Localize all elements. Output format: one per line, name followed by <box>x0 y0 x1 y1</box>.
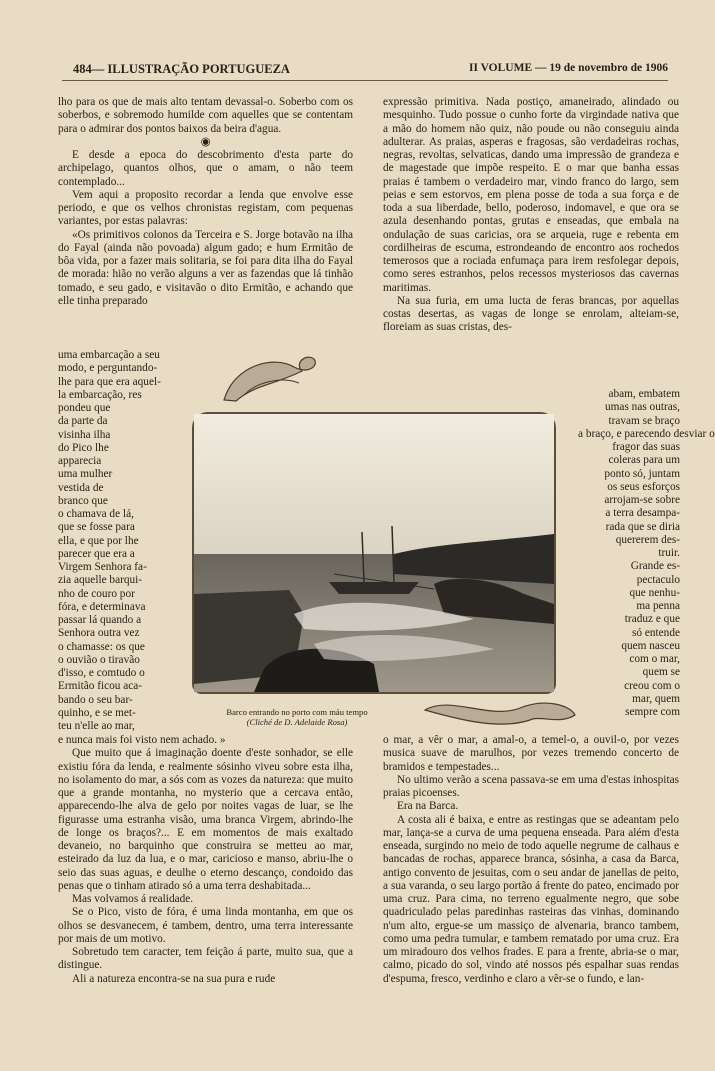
text-line: Senhora outra vez <box>58 627 140 640</box>
paragraph: E desde a epoca do descobrimento d'esta parte do archipelago, quantos olhos, que o amam, o não teem contemplado... <box>58 149 353 188</box>
text-line: apparecia <box>58 455 102 467</box>
paragraph: Se o Pico, visto de fóra, é uma linda montanha, em que os olhos se desvanecem, é tambem, dentro, uma terra interessante por mais de um motivo. <box>58 906 353 945</box>
boat-in-rough-sea-photo <box>194 414 554 692</box>
text-line: passar lá quando a <box>58 614 142 626</box>
text-line: fóra, e determinava <box>58 600 146 613</box>
text-line: d'isso, e comtudo o <box>58 667 145 679</box>
text-line: quererem des- <box>615 533 680 546</box>
text-line: lhe para que era aquel- <box>58 375 161 388</box>
text-line: teu n'elle ao mar, <box>58 720 135 732</box>
text-line: só entende <box>632 626 680 639</box>
text-line: umas nas outras, <box>605 401 680 414</box>
text-line: modo, e perguntando- <box>58 362 158 375</box>
text-line: quinho, e se met- <box>58 706 136 719</box>
paragraph: Que muito que á imaginação doente d'este sonhador, se elle existiu fóra da lenda, e realmente sósinho viveu sobre esta ilha, no isolamento do mar, a sós com as vozes da natureza: que muito que a grande montanha, no mysterio que a cercava então, apparecendo-lhe alva de gelo por noites vagas de luar, se lhe figurasse uma estranha visão, uma branca Virgem, abrindo-lhe de longe os braços?... E em momentos de mais exaltado devaneio, no barquinho que construira se metteu ao mar, esteirado da luz da lua, e o mar, caricioso e manso, abriu-lhe o seio das suas aguas, e deulhe o eterno descanço, condoido das penas que o tinham atirado só a uma terra deshabitada... <box>58 747 353 892</box>
text-line: quem se <box>642 666 680 679</box>
text-line: fragor das suas <box>612 441 680 453</box>
text-line: Ermitão ficou aca- <box>58 680 143 693</box>
right-column-bottom <box>383 734 679 1064</box>
text-line: traduz e que <box>624 613 680 626</box>
text-line: sempre com <box>625 706 680 718</box>
text-line: travam se braço <box>608 414 680 427</box>
text-line: coleras para um <box>608 454 680 467</box>
paragraph: No ultimo verão a scena passava-se em uma d'estas inhospitas praias picoenses. <box>383 773 679 799</box>
right-column-wrap-text <box>578 388 715 719</box>
text-line: com o mar, <box>629 653 680 665</box>
text-line: os seus esforços <box>607 480 680 493</box>
text-line: a terra desampa- <box>605 507 680 520</box>
paragraph: lho para os que de mais alto tentam devassal-o. Soberbo com os soberbos, e sobremodo humilde com aquelles que se contentam para o admirar dos pontos baixos da beira d'agua. <box>58 96 353 135</box>
paragraph: «Os primitivos colonos da Terceira e S. Jorge botavão na ilha do Fayal (ainda não povoada) algum gado; e hum Ermitão de bôa vida, por a fazer mais solitaria, se foi para dita ilha do Fayal de morada: hião no verão alguns a ver as fazendas que lá tinhão tomado, e seu gado, e visitavão o dito Ermitão, e achando que elle tinha preparado <box>58 228 353 307</box>
right-column-top <box>383 96 679 390</box>
paragraph: Vem aqui a proposito recordar a lenda que envolve esse periodo, e que os velhos chronistas registam, com pequenas variantes, por estas palavras: <box>58 188 353 228</box>
text-line: arrojam-se sobre <box>604 494 680 506</box>
text-line: nho de couro por <box>58 587 135 600</box>
paragraph: Sobretudo tem caracter, tem feição á parte, muito sua, que a distingue. <box>58 946 353 972</box>
text-line: zia aquelle barqui- <box>58 574 143 587</box>
header-volume-date: II VOLUME — 19 de novembro de 1906 <box>468 62 668 74</box>
page-header <box>73 62 668 80</box>
photo-frame <box>192 412 556 694</box>
caption-title: Barco entrando no porto com máu tempo <box>226 707 368 717</box>
text-line: do Pico lhe <box>58 441 109 454</box>
photo-figure <box>182 395 565 725</box>
text-line: visinha ilha <box>58 428 111 441</box>
text-line: ponto só, juntam <box>604 467 680 480</box>
text-line: da parte da <box>58 415 108 428</box>
section-mark: ◉ <box>200 135 211 148</box>
text-line: abam, embatem <box>608 388 680 400</box>
text-line: la embarcação, res <box>58 388 142 401</box>
paragraph: Ali a natureza encontra-se na sua pura e rude <box>72 972 276 985</box>
text-line: mar, quem <box>632 692 680 705</box>
paragraph: e nunca mais foi visto nem achado. » <box>58 734 226 746</box>
text-line: creou com o <box>624 679 680 692</box>
ornament-scroll-bottom <box>420 690 580 730</box>
text-line: ma penna <box>636 600 680 612</box>
text-line: quem nasceu <box>621 639 680 652</box>
text-line: uma embarcação a seu <box>58 349 160 361</box>
text-line: o chamava de lá, <box>58 508 134 520</box>
text-line: vestida de <box>58 481 104 494</box>
paragraph: Era na Barca. <box>397 800 459 813</box>
text-line: que nenhu- <box>629 586 680 599</box>
paragraph: o mar, a vêr o mar, a amal-o, a temel-o, a ouvil-o, por vezes musica suave de marulhos, por vezes tremendo concerto de bramidos e tempestades... <box>383 734 679 773</box>
text-line: que se fosse para <box>58 521 135 534</box>
paragraph: A costa ali é baixa, e entre as restingas que se adeantam pelo mar, lança-se a curva de uma pequena enseada. Para além d'esta enseada, surgindo no meio de todo aquelle negrume de calhaus e bancadas de rochas, apparece branca, sósinha, a casa da Barca, antigo convento de jesuitas, com o seu andar de janellas de peito, a sua varanda, o seu largo portão á frente do pateo, encimado por uma cruz. Para cima, no terreno egualmente negro, que sobe quadriculado pelas paredinhas rasteiras das vinhas, dominando n'um alto, ergue-se um massiço de alvenaria, branco tambem, como uma pedra tumular, e tambem rematado por uma cruz. Era um miradouro dos velhos frades. E para a frente, abria-se o mar, calmo, picado do sol, vindo até nossos pés espalhar suas rendas d'espuma, fresco, verdinho e claro a vêr-se o fundo, e lan- <box>383 813 679 985</box>
text-line: branco que <box>58 494 108 507</box>
left-column-top <box>58 96 353 351</box>
text-line: bando o seu bar- <box>58 693 133 706</box>
text-line: ella, e que por lhe <box>58 534 139 547</box>
text-line: pondeu que <box>58 402 111 414</box>
text-line: truir. <box>658 547 680 559</box>
text-line: Grande es- <box>630 560 680 573</box>
left-column-wrap-text <box>58 349 186 733</box>
paragraph: Na sua furia, em uma lucta de feras brancas, por aquellas costas desertas, as vagas de longe se enrolam, alteiam-se, floreiam as suas cristas, des- <box>383 294 679 334</box>
text-line: rada que se diria <box>605 520 680 533</box>
text-line: pectaculo <box>636 573 680 586</box>
text-line: a braço, e parecendo desviar o <box>578 427 715 440</box>
photo-caption <box>197 707 397 727</box>
paragraph: expressão primitiva. Nada postiço, amaneirado, alindado ou mesquinho. Tudo possue o cunho forte da virgindade nativa que a mão do homem não quiz, não poude ou não conseguiu ainda adulterar. As praias, asperas e fragosas, são verdadeiras rochas, negras, revoltas, selvaticas, dando uma impressão de grandeza e de magestade que impõe respeito. E o mar que banha essas praias é tambem o verdadeiro mar, vindo franco do largo, sem peias e sem estorvos, em plena posse de toda a sua força e de toda a sua liberdade, bello, poderoso, indomavel, e que ora se azula desenhando pontas, grutas e enseadas, que embala na ondulação de suas caricias, ora se arqueia, ruge e rebenta em cordilheiras de escuma, estrondeando de encontro aos rochedos temerosos que a rociada enfumaça para irem resfolegar depois, como seres estranhos, pelos recessos mysteriosos das cavernas maritimas. <box>383 96 679 294</box>
paragraph: Mas volvamos á realidade. <box>72 893 194 905</box>
caption-credit: (Cliché de D. Adelaide Rosa) <box>246 717 348 727</box>
left-column-bottom <box>58 734 353 1059</box>
header-title: 484— ILLUSTRAÇÃO PORTUGUEZA <box>73 62 290 76</box>
header-rule <box>62 80 668 81</box>
text-line: parecer que era a <box>58 547 135 560</box>
text-line: uma mulher <box>58 468 113 481</box>
text-line: o ouvião o tiravão <box>58 653 140 666</box>
text-line: Virgem Senhora fa- <box>58 561 147 573</box>
text-line: o chamasse: os que <box>58 640 145 653</box>
